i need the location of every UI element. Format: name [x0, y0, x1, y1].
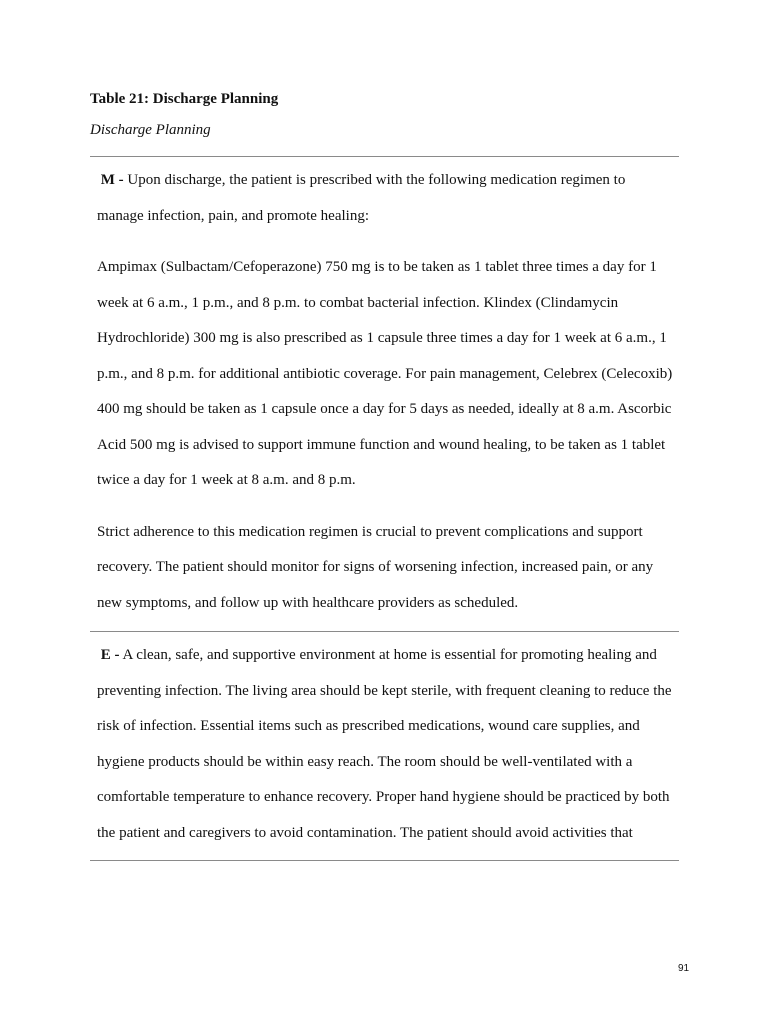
medication-paragraph-2: Strict adherence to this medication regimen is crucial to prevent complications and support recovery. The patient should monitor for signs of worsening infection, increased pain, or any new symptoms, and follow up with healthcare providers as scheduled.: [97, 523, 654, 611]
environment-row: [97, 638, 675, 851]
table-label: Table 21: Discharge Planning: [90, 91, 279, 107]
medication-row-letter: M -: [100, 172, 124, 188]
medication-paragraph-1: Ampimax (Sulbactam/Cefoperazone) 750 mg is to be taken as 1 tablet three times a day for 1 week at 6 a.m., 1 p.m., and 8 p.m. to combat bacterial infection. Klindex (Clindamycin Hydrochloride) 300 mg is also prescribed as 1 capsule three times a day for 1 week at 6 a.m., 1 p.m., and 8 p.m. for additional antibiotic coverage. For pain management, Celebrex (Celecoxib) 400 mg should be taken as 1 capsule once a day for 5 days as needed, ideally at 8 a.m. Ascorbic Acid 500 mg is advised to support immune function and wound healing, to be taken as 1 tablet twice a day for 1 week at 8 a.m. and 8 p.m.: [97, 259, 673, 488]
table-top-border: [90, 156, 679, 157]
medication-intro-text: Upon discharge, the patient is prescribed with the following medication regimen to manage infection, pain, and promote healing:: [97, 172, 626, 224]
row-divider: [90, 631, 679, 632]
table-caption: Discharge Planning: [90, 122, 211, 138]
medication-row: [97, 163, 675, 621]
medication-intro: [97, 163, 675, 234]
environment-row-letter: E -: [100, 647, 120, 663]
page-number: 91: [678, 963, 690, 974]
environment-text: [97, 638, 675, 851]
table-bottom-border: [90, 860, 679, 861]
environment-body: A clean, safe, and supportive environment at home is essential for promoting healing and preventing infection. The living area should be kept sterile, with frequent cleaning to reduce the risk of infection. Essential items such as prescribed medications, wound care supplies, and hygiene products should be within easy reach. The room should be well-ventilated with a comfortable temperature to enhance recovery. Proper hand hygiene should be practiced by both the patient and caregivers to avoid contamination. The patient should avoid activities that: [97, 647, 672, 841]
